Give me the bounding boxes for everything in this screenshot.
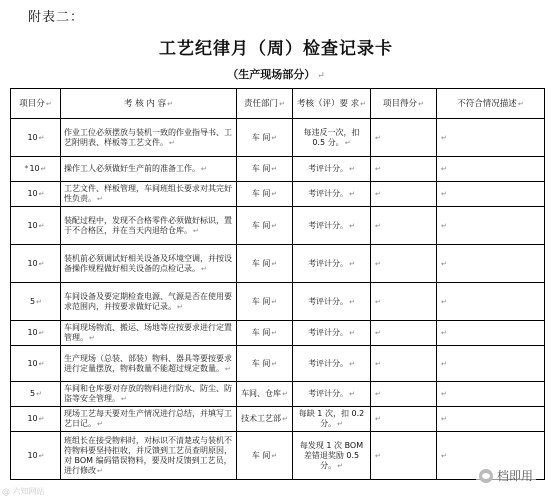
requirement-text: 考评计分。 [308, 389, 349, 398]
department-cell [237, 321, 293, 346]
item-score-cell [371, 182, 437, 207]
department-text: 车 间 [251, 164, 271, 173]
cell-mark: ↵ [38, 133, 45, 142]
requirement-cell [293, 119, 371, 157]
content-cell [61, 245, 237, 283]
cell-mark: ↵ [375, 415, 381, 423]
header-requirement: 考核（评）要 求↵ [293, 89, 371, 119]
cell-mark: ↵ [97, 195, 103, 203]
department-text: 车 间 [251, 258, 271, 268]
score-cell [11, 119, 61, 157]
requirement-text: 考评计分。 [308, 220, 349, 230]
cell-mark: ↵ [225, 364, 231, 373]
department-cell [237, 182, 293, 207]
content-cell [61, 157, 237, 182]
cell-mark: ↵ [349, 165, 355, 173]
nonconformity-cell [437, 182, 545, 207]
department-cell [237, 157, 293, 182]
cell-mark: ↵ [201, 165, 207, 173]
appendix-label: 附表二： [28, 10, 85, 25]
department-text: 技术工艺部 [241, 414, 282, 423]
cell-mark: ↵ [441, 221, 447, 230]
requirement-cell [293, 207, 371, 245]
cell-mark: ↵ [38, 259, 45, 268]
cell-mark: ↵ [375, 297, 381, 306]
cell-mark: ↵ [337, 461, 343, 470]
item-score-cell [371, 407, 437, 432]
department-cell [237, 432, 293, 480]
cell-mark: ↵ [375, 190, 381, 198]
cell-mark: ↵ [375, 133, 381, 142]
cell-mark: ↵ [441, 451, 447, 460]
requirement-text: 考评计分。 [308, 358, 349, 368]
content-text: 工艺文件、样板管理，车间班组长要求对其完好性负责。 [64, 184, 232, 203]
cell-mark: ↵ [375, 259, 381, 268]
header-nonconformity: 不符合情况描述↵ [437, 89, 545, 119]
score-value: 5 [30, 296, 36, 306]
score-value: 10 [27, 328, 38, 337]
cell-mark: ↵ [349, 221, 355, 230]
cell-mark: ↵ [271, 221, 278, 230]
item-score-cell [371, 321, 437, 346]
subtitle-text: （生产现场部分） [227, 68, 316, 81]
score-value: 5 [30, 389, 36, 398]
table-row [11, 432, 545, 480]
table-row [11, 119, 545, 157]
cell-mark: ↵ [441, 165, 447, 173]
cell-mark: ↵ [441, 390, 447, 398]
item-score-cell [371, 283, 437, 321]
table-row [11, 157, 545, 182]
requirement-text: 考评计分。 [308, 258, 349, 268]
requirement-cell [293, 321, 371, 346]
cell-mark: ↵ [121, 395, 127, 403]
content-text: 生产现场（总装、部装）物料、器具等要按要求进行定量摆放，物料数量不能超过规定数量。 [64, 353, 232, 373]
item-score-cell [371, 119, 437, 157]
cell-mark: ↵ [349, 190, 355, 198]
department-text: 车间、仓库 [241, 389, 282, 398]
page-title: 工艺纪律月（周）检查记录卡 [159, 39, 393, 59]
score-cell [11, 382, 61, 407]
score-cell [11, 346, 61, 382]
content-cell [61, 207, 237, 245]
score-value: 10 [27, 258, 38, 268]
content-cell [61, 407, 237, 432]
nonconformity-cell [437, 119, 545, 157]
item-score-cell [371, 207, 437, 245]
inspection-table [10, 88, 545, 480]
content-text: 装配过程中，发现不合格零件必须做好标识，置于不合格区，并在当天内退给仓库。 [64, 215, 232, 235]
header-department: 责任部门↵ [237, 89, 293, 119]
requirement-text: 每违反一次，扣 0.5 分。 [303, 127, 360, 147]
nonconformity-cell [437, 321, 545, 346]
cell-mark: ↵ [375, 390, 381, 398]
score-cell [11, 207, 61, 245]
cell-mark: ↵ [40, 165, 47, 173]
content-cell [61, 321, 237, 346]
cell-mark: ↵ [177, 302, 183, 311]
requirement-text: 考评计分。 [308, 296, 349, 306]
cell-mark: ↵ [441, 359, 447, 368]
cell-mark: ↵ [38, 221, 45, 230]
nonconformity-cell [437, 382, 545, 407]
department-text: 车 间 [251, 450, 271, 460]
score-value: 10 [27, 450, 38, 460]
cell-mark: ↵ [38, 415, 45, 423]
department-cell [237, 245, 293, 283]
content-text: 操作工人必须做好生产前的准备工作。 [64, 164, 200, 173]
requirement-cell [293, 346, 371, 382]
cell-mark: ↵ [201, 264, 207, 273]
table-header-row [11, 89, 545, 119]
cell-mark: ↵ [271, 297, 278, 306]
cell-mark: ↵ [375, 359, 381, 368]
table-row [11, 245, 545, 283]
cell-mark: ↵ [441, 329, 447, 337]
score-cell [11, 432, 61, 480]
content-cell [61, 346, 237, 382]
department-cell [237, 382, 293, 407]
cell-mark: ↵ [349, 359, 355, 368]
watermark-right-text: 档即用 [497, 469, 534, 483]
cell-mark: ↵ [441, 297, 447, 306]
cell-mark: ↵ [271, 259, 278, 268]
cell-mark: ↵ [344, 138, 351, 147]
table-row [11, 321, 545, 346]
content-cell [61, 119, 237, 157]
cell-mark: ↵ [38, 190, 45, 198]
score-cell [11, 157, 61, 182]
score-cell [11, 407, 61, 432]
department-cell [237, 283, 293, 321]
content-cell [61, 182, 237, 207]
cell-mark: ↵ [97, 420, 103, 428]
cell-mark: ↵ [349, 259, 355, 268]
table-row [11, 283, 545, 321]
score-value: 10 [27, 132, 38, 142]
table-row [11, 407, 545, 432]
department-text: 车 间 [251, 220, 271, 230]
department-cell [237, 207, 293, 245]
header-content: 考 核 内 容↵ [61, 89, 237, 119]
department-text: 车 间 [251, 132, 271, 142]
content-text: 装机前必须调试好相关设备及环境空调，并按设备操作规程做好相关设备的点检记录。 [64, 253, 232, 273]
score-value: 10 [27, 189, 38, 198]
nonconformity-cell [437, 407, 545, 432]
chat-icon [479, 469, 493, 483]
department-text: 车 间 [251, 328, 271, 337]
table-row [11, 207, 545, 245]
department-text: 车 间 [251, 296, 271, 306]
score-cell [11, 245, 61, 283]
score-value: 10 [29, 164, 40, 173]
content-text: 车间设备及要定期检查电源、气源是否在使用要求范围内，并按要求做好记录。 [64, 291, 232, 311]
cell-mark: ↵ [38, 329, 45, 337]
cell-mark: ↵ [441, 190, 447, 198]
department-cell [237, 119, 293, 157]
content-text: 车间和仓库要对存放的物料进行防水、防尘、防盗等安全管理。 [64, 384, 232, 403]
cell-mark: ↵ [271, 190, 278, 198]
star-mark: * [24, 164, 29, 173]
requirement-cell [293, 182, 371, 207]
score-value: 10 [27, 414, 38, 423]
page-subtitle [0, 66, 552, 82]
item-score-cell [371, 432, 437, 480]
cell-mark: ↵ [97, 466, 103, 475]
cell-mark: ↵ [441, 133, 447, 142]
department-text: 车 间 [251, 358, 271, 368]
cell-mark: ↵ [36, 390, 42, 398]
cell-mark: ↵ [349, 297, 355, 306]
score-value: 10 [27, 358, 38, 368]
item-score-cell [371, 245, 437, 283]
nonconformity-cell [437, 245, 545, 283]
content-text: 班组长在接受物料时，对标识不清楚或与装机不符物料要坚持拒收，并反馈到工艺员查明原因，对 BOM 编码错误物料，要及时反馈到工艺员，进行修改 [64, 435, 232, 475]
table-row [11, 182, 545, 207]
table-row [11, 382, 545, 407]
requirement-cell [293, 432, 371, 480]
content-text: 作业工位必须摆放与装机一致的作业指导书、工艺附明表、样板等工艺文件。 [64, 127, 232, 147]
cell-mark: ↵ [38, 359, 45, 368]
requirement-cell [293, 382, 371, 407]
item-score-cell [371, 157, 437, 182]
department-text: 车 间 [251, 189, 271, 198]
watermark-left: @ 六知网站 [2, 487, 45, 496]
nonconformity-cell [437, 157, 545, 182]
cell-mark: ↵ [441, 415, 447, 423]
cell-mark: ↵ [375, 221, 381, 230]
cell-mark: ↵ [271, 359, 278, 368]
department-cell [237, 407, 293, 432]
paragraph-mark-icon: ↵ [317, 71, 325, 81]
content-text: 现场工艺每天要对生产情况进行总结，并填写工艺日记。 [64, 409, 232, 428]
cell-mark: ↵ [441, 259, 447, 268]
item-score-cell [371, 382, 437, 407]
requirement-text: 考评计分。 [308, 328, 349, 337]
header-score: 项目分↵ [11, 89, 61, 119]
content-cell [61, 382, 237, 407]
requirement-cell [293, 407, 371, 432]
requirement-text: 每缺 1 次，扣 0.2 分。 [298, 409, 365, 428]
cell-mark: ↵ [169, 138, 175, 147]
cell-mark: ↵ [375, 329, 381, 337]
table-row [11, 346, 545, 382]
requirement-cell [293, 157, 371, 182]
watermark-right [476, 466, 536, 485]
item-score-cell [371, 346, 437, 382]
content-cell [61, 432, 237, 480]
cell-mark: ↵ [193, 226, 199, 235]
cell-mark: ↵ [375, 165, 381, 173]
nonconformity-cell [437, 283, 545, 321]
requirement-cell [293, 283, 371, 321]
requirement-text: 考评计分。 [308, 189, 349, 198]
cell-mark: ↵ [349, 390, 355, 398]
cell-mark: ↵ [89, 334, 95, 342]
content-cell [61, 283, 237, 321]
cell-mark: ↵ [337, 420, 343, 428]
cell-mark: ↵ [271, 451, 278, 460]
nonconformity-cell [437, 346, 545, 382]
cell-mark: ↵ [349, 329, 355, 337]
score-cell [11, 182, 61, 207]
cell-mark: ↵ [36, 297, 42, 306]
score-cell [11, 283, 61, 321]
cell-mark: ↵ [271, 133, 278, 142]
nonconformity-cell [437, 207, 545, 245]
score-cell [11, 321, 61, 346]
header-item-score: 项目得分↵ [371, 89, 437, 119]
cell-mark: ↵ [38, 451, 45, 460]
requirement-text: 考评计分。 [308, 164, 349, 173]
score-value: 10 [27, 220, 38, 230]
department-cell [237, 346, 293, 382]
cell-mark: ↵ [282, 415, 288, 423]
cell-mark: ↵ [282, 390, 288, 398]
cell-mark: ↵ [271, 165, 278, 173]
cell-mark: ↵ [271, 329, 278, 337]
content-text: 车间现场物流、搬运、场地等应按要求进行定置管理。 [64, 323, 232, 342]
requirement-cell [293, 245, 371, 283]
requirement-text: 每发现 1 次 BOM 差错退奖励 0.5 分。 [299, 440, 364, 470]
cell-mark: ↵ [375, 451, 381, 460]
